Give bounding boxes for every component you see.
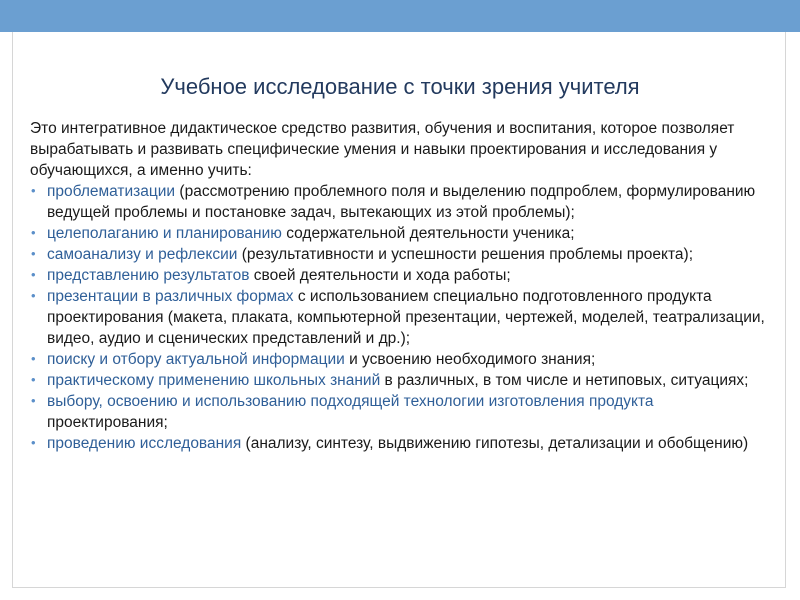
slide-content (30, 118, 765, 454)
bullet-icon: • (31, 288, 36, 303)
list-item (30, 391, 765, 433)
item-highlight: презентации в различных формах (47, 288, 294, 305)
bullet-icon: • (31, 351, 36, 366)
item-text: своей деятельности и хода работы; (249, 267, 511, 284)
item-text: проектирования; (47, 414, 168, 431)
item-highlight: проведению исследования (47, 435, 242, 452)
item-text: в различных, в том числе и нетиповых, ситуациях; (380, 372, 749, 389)
bullet-icon: • (31, 372, 36, 387)
list-item (30, 181, 765, 223)
top-accent-band (0, 0, 800, 32)
bullet-list (30, 181, 765, 454)
list-item (30, 433, 765, 454)
item-highlight: целеполаганию и планированию (47, 225, 282, 242)
item-text: содержательной деятельности ученика; (281, 225, 575, 242)
list-item (30, 265, 765, 286)
list-item (30, 286, 765, 349)
list-item (30, 349, 765, 370)
bullet-icon: • (31, 246, 36, 261)
item-highlight: проблематизации (47, 183, 176, 200)
item-highlight: самоанализу и рефлексии (47, 246, 238, 263)
bullet-icon: • (31, 183, 36, 198)
bullet-icon: • (31, 435, 36, 450)
bullet-icon: • (31, 267, 36, 282)
item-highlight: представлению результатов (47, 267, 250, 284)
item-text: с использованием специально подготовленного продукта проектирования (макета, плаката, компьютерной презентации, чертежей, моделей, театрализации, видео, аудио и сценических представлений и др.); (47, 288, 765, 347)
slide-title: Учебное исследование с точки зрения учителя (160, 74, 640, 99)
list-item (30, 370, 765, 391)
bullet-icon: • (31, 225, 36, 240)
item-highlight: поиску и отбору актуальной информации (47, 351, 345, 368)
list-item (30, 223, 765, 244)
item-highlight: выбору, освоению и использованию подходящей технологии изготовления продукта (47, 393, 654, 410)
intro-paragraph: Это интегративное дидактическое средство развития, обучения и воспитания, которое позволяет вырабатывать и развивать специфические умения и навыки проектирования и исследования у обучающихся, а именно учить: (30, 120, 735, 179)
item-text: (результативности и успешности решения проблемы проекта); (237, 246, 694, 263)
bullet-icon: • (31, 393, 36, 408)
item-text: (рассмотрению проблемного поля и выделению подпроблем, формулированию ведущей проблемы и постановке задач, вытекающих из этой проблемы); (47, 183, 756, 221)
item-highlight: практическому применению школьных знаний (47, 372, 381, 389)
item-text: (анализу, синтезу, выдвижению гипотезы, детализации и обобщению) (241, 435, 749, 452)
list-item (30, 244, 765, 265)
item-text: и усвоению необходимого знания; (344, 351, 596, 368)
